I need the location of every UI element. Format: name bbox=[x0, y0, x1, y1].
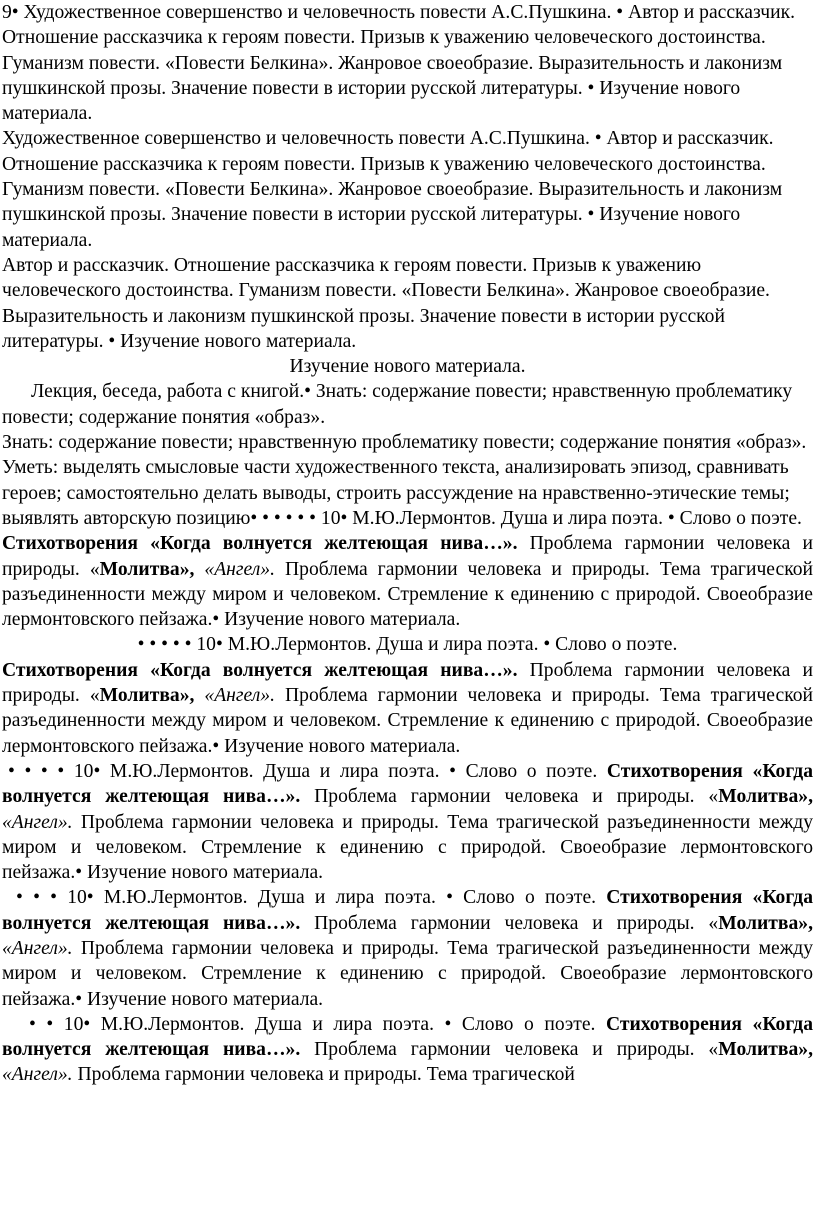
molitva-title: Молитва», bbox=[99, 558, 195, 580]
molitva-title: Молитва», bbox=[718, 1039, 813, 1061]
paragraph-lermontov-a bbox=[2, 531, 813, 632]
paragraph-lermontov-d bbox=[2, 885, 813, 1011]
lermontov-head-3: • • • 10• М.Ю.Лермонтов. Душа и лира поэта. • Слово о поэте. bbox=[16, 887, 607, 909]
rest-text: Проблема гармонии человека и природы. Тема трагической разъединенности между миром и человеком. Стремление к единению с природой. Своеобразие лермонтовского пейзажа.• Изучение нового материала. bbox=[2, 685, 813, 757]
problem-text: Проблема гармонии человека и природы. « bbox=[2, 659, 813, 707]
lermontov-head-4: • • • • 10• М.Ю.Лермонтов. Душа и лира поэта. • Слово о поэте. bbox=[8, 760, 607, 782]
paragraph-lermontov-c bbox=[2, 759, 813, 885]
poems-title-rest: «Когда волнуется желтеющая нива…». bbox=[2, 887, 813, 934]
poems-word: Стихотворения bbox=[606, 760, 743, 782]
poems-word: Стихотворения bbox=[605, 1013, 742, 1035]
poems-title: Стихотворения «Когда волнуется желтеющая нива…». bbox=[2, 659, 518, 681]
paragraph-pushkin-1: 9• Художественное совершенство и человечность повести А.С.Пушкина. • Автор и рассказчик. Отношение рассказчика к героям повести. Призыв к уважению человеческого достоинства. Гуманизм повести. «Повести Белкина». Жанровое своеобразие. Выразительность и лаконизм пушкинской прозы. Значение повести в истории русской литературы. • Изучение нового материала. bbox=[2, 2, 796, 125]
molitva-title: Молитва», bbox=[718, 912, 813, 934]
paragraph-lecture: Лекция, беседа, работа с книгой.• Знать: содержание повести; нравственную проблематику повести; содержание понятия «образ». bbox=[2, 381, 793, 428]
problem-text: Проблема гармонии человека и природы. « bbox=[2, 533, 813, 580]
angel-title: «Ангел». bbox=[204, 558, 275, 580]
paragraph-know: Знать: содержание повести; нравственную проблематику повести; содержание понятия «образ». bbox=[2, 432, 807, 454]
problem-text: Проблема гармонии человека и природы. « bbox=[300, 786, 719, 808]
molitva-title: Молитва», bbox=[99, 685, 195, 707]
lermontov-header-line: • • • • • 10• М.Ю.Лермонтов. Душа и лира поэта. • Слово о поэте. bbox=[137, 634, 678, 656]
problem-text: Проблема гармонии человека и природы. « bbox=[300, 912, 719, 934]
molitva-title: Молитва», bbox=[718, 786, 813, 808]
paragraph-lermontov-b bbox=[2, 658, 813, 759]
poems-title: Стихотворения «Когда волнуется желтеющая нива…». bbox=[2, 533, 518, 555]
problem-text: Проблема гармонии человека и природы. « bbox=[300, 1039, 719, 1061]
section-heading: Изучение нового материала. bbox=[289, 356, 526, 378]
angel-title: «Ангел». bbox=[2, 811, 73, 833]
rest-text-cut: Проблема гармонии человека и природы. Тема трагической bbox=[72, 1064, 575, 1086]
angel-title: «Ангел». bbox=[2, 1064, 73, 1086]
rest-text: Проблема гармонии человека и природы. Тема трагической разъединенности между миром и человеком. Стремление к единению с природой. Своеобразие лермонтовского пейзажа.• Изучение нового материала. bbox=[2, 558, 813, 631]
lermontov-head-2: • • 10• М.Ю.Лермонтов. Душа и лира поэта. • Слово о поэте. bbox=[29, 1013, 606, 1035]
rest-text: Проблема гармонии человека и природы. Тема трагической разъединенности между миром и человеком. Стремление к единению с природой. Своеобразие лермонтовского пейзажа.• Изучение нового материала. bbox=[2, 937, 813, 1010]
rest-text: Проблема гармонии человека и природы. Тема трагической разъединенности между миром и человеком. Стремление к единению с природой. Своеобразие лермонтовского пейзажа.• Изучение нового материала. bbox=[2, 811, 813, 884]
angel-title: «Ангел». bbox=[2, 937, 73, 959]
paragraph-pushkin-3: Автор и рассказчик. Отношение рассказчика к героям повести. Призыв к уважению человеческого достоинства. Гуманизм повести. «Повести Белкина». Жанровое своеобразие. Выразительность и лаконизм пушкинской прозы. Значение повести в истории русской литературы. • Изучение нового материала. bbox=[2, 254, 770, 352]
poems-word: Стихотворения bbox=[606, 887, 743, 909]
paragraph-pushkin-2: Художественное совершенство и человечность повести А.С.Пушкина. • Автор и рассказчик. Отношение рассказчика к героям повести. Призыв к уважению человеческого достоинства. Гуманизм повести. «Повести Белкина». Жанровое своеобразие. Выразительность и лаконизм пушкинской прозы. Значение повести в истории русской литературы. • Изучение нового материала. bbox=[2, 128, 783, 251]
poems-title-rest: «Когда волнуется желтеющая нива…». bbox=[2, 1013, 813, 1061]
poems-title-rest: «Когда волнуется желтеющая нива…». bbox=[2, 760, 813, 808]
angel-title: «Ангел». bbox=[204, 685, 275, 707]
paragraph-lermontov-e bbox=[2, 1012, 813, 1088]
paragraph-skills: Уметь: выделять смысловые части художественного текста, анализировать эпизод, сравнивать героев; самостоятельно делать выводы, строить рассуждение на нравственно-этические темы; выявлять авторскую позицию• • • • • • 10• М.Ю.Лермонтов. Душа и лира поэта. • Слово о поэте. bbox=[2, 457, 802, 529]
